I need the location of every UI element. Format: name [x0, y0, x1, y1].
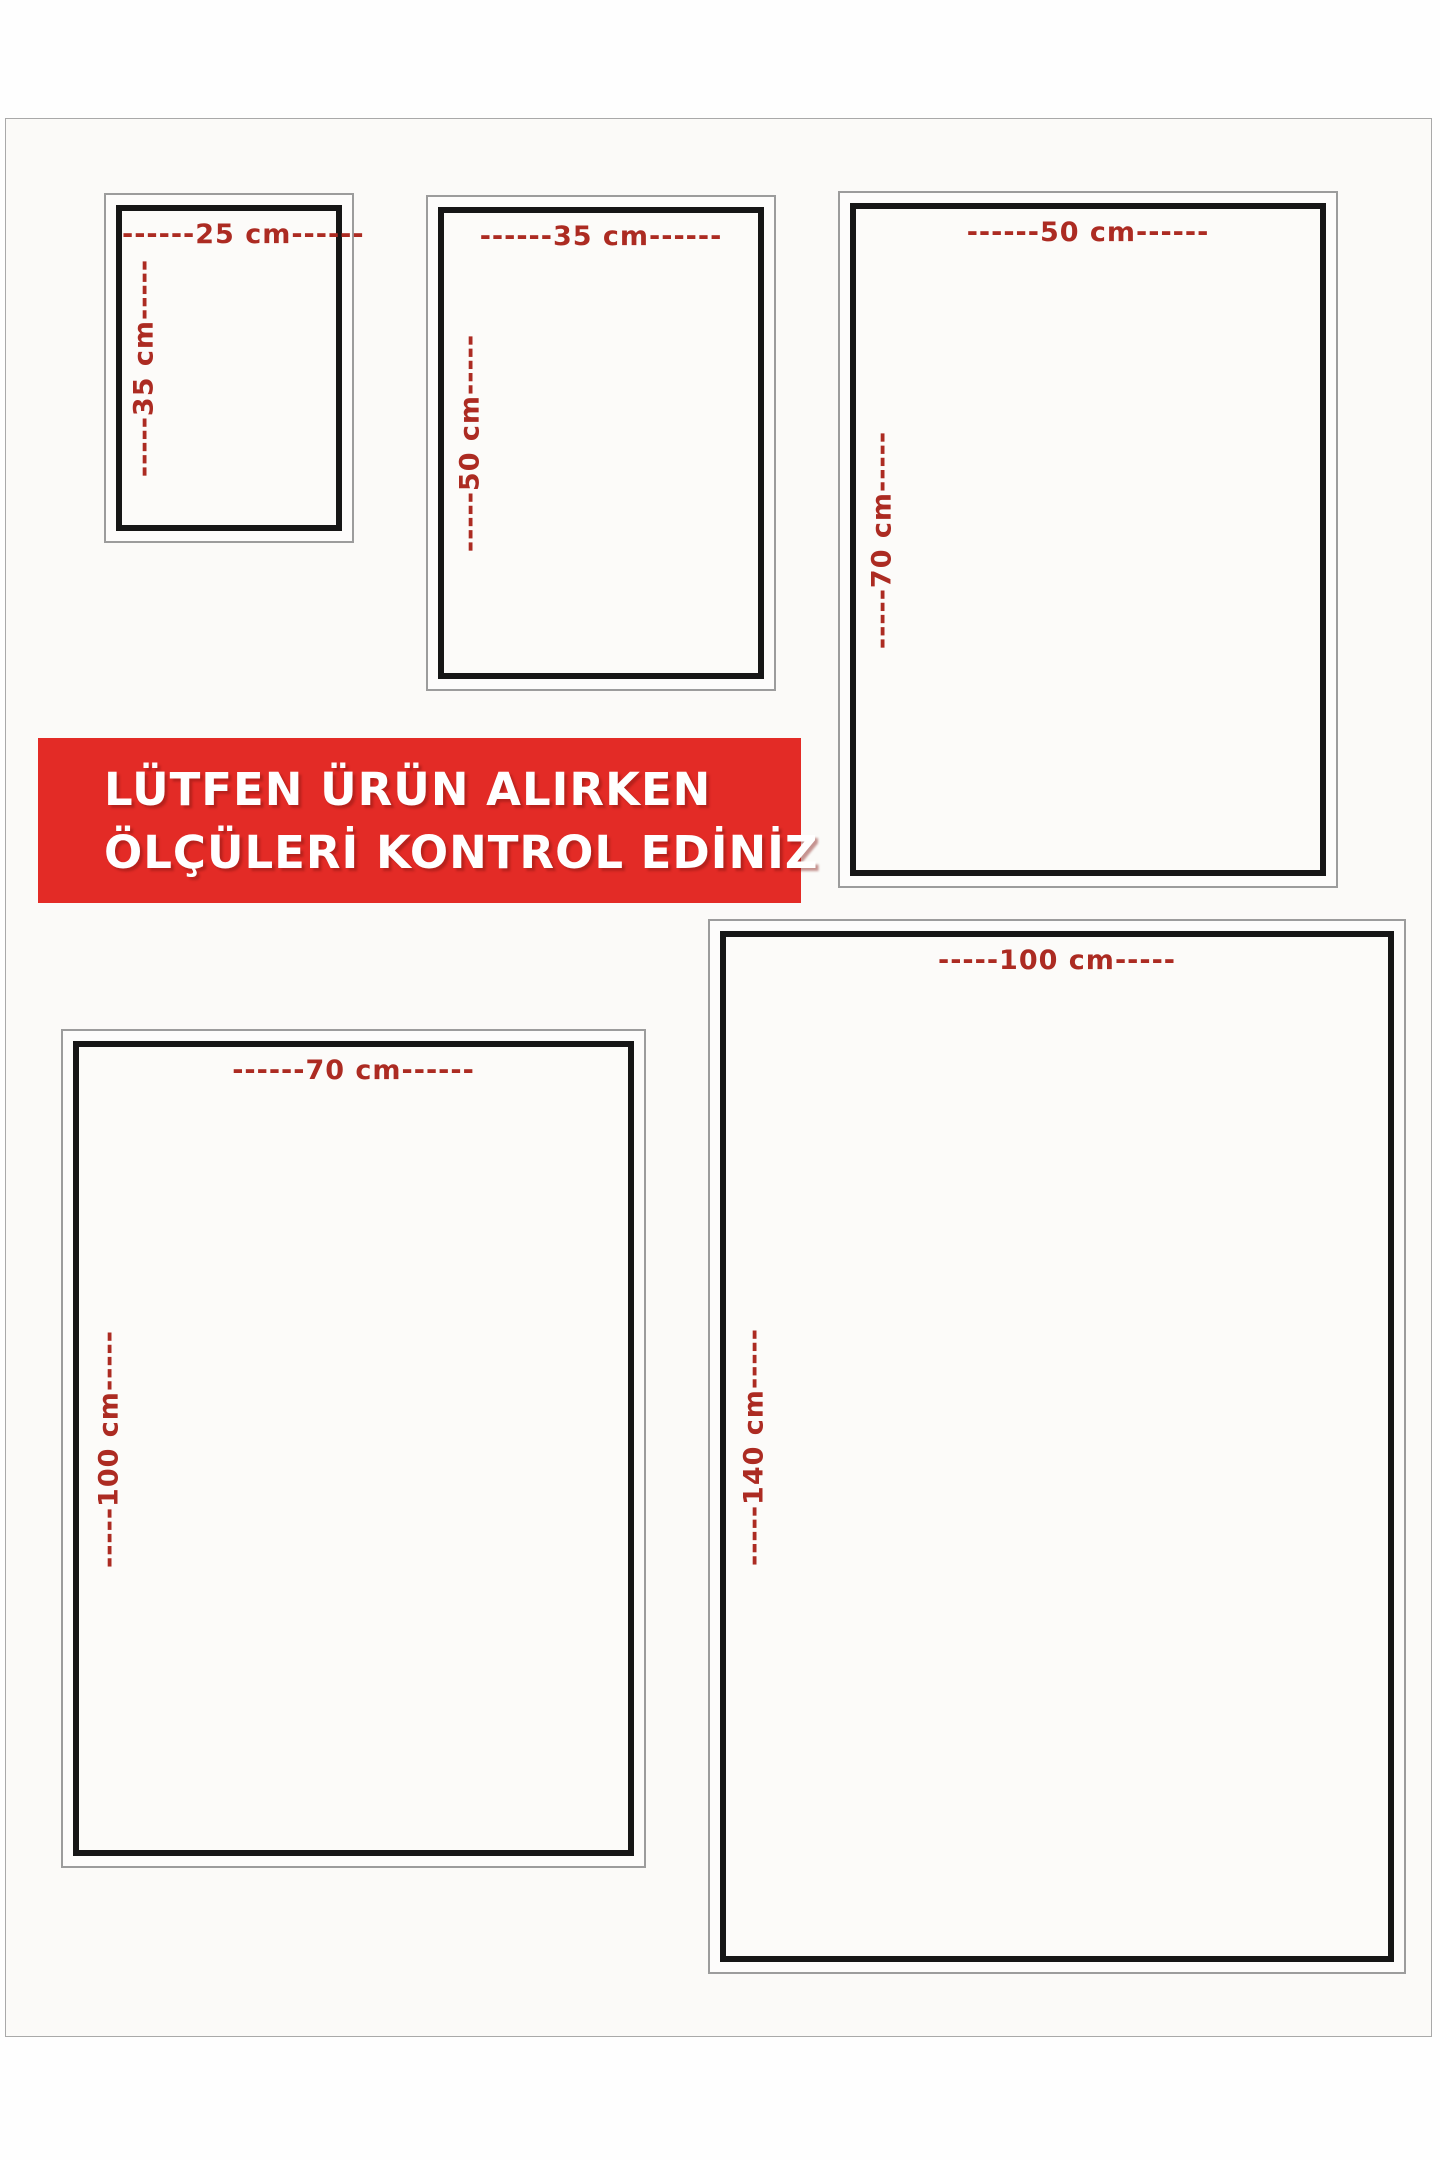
size-frame-70x100: [73, 1041, 634, 1856]
size-frame-35x50: [438, 207, 764, 679]
size-box-25x35: [104, 193, 365, 543]
height-label-70cm: -----70 cm-----: [866, 430, 898, 649]
width-label-35cm: ------35 cm------: [479, 221, 723, 252]
size-box-70x100: [61, 1029, 646, 1868]
size-box-100x140: [708, 919, 1406, 1974]
width-label-50cm: ------50 cm------: [966, 217, 1210, 248]
warning-banner: [38, 738, 819, 903]
height-label-50cm: -----50 cm-----: [454, 333, 486, 553]
size-frame-50x70: [850, 203, 1326, 876]
size-box-50x70: [838, 191, 1338, 888]
size-box-35x50: [426, 195, 776, 691]
warning-banner-line2: ÖLÇÜLERİ KONTROL EDİNİZ: [104, 826, 819, 879]
height-label-100cm: -----100 cm-----: [93, 1329, 125, 1568]
page-sheet: [5, 118, 1432, 2037]
warning-banner-line1: LÜTFEN ÜRÜN ALIRKEN: [104, 763, 712, 816]
width-label-100cm: -----100 cm-----: [938, 945, 1176, 976]
height-label-35cm: -----35 cm-----: [128, 258, 160, 478]
size-frame-25x35: [116, 205, 365, 531]
width-label-70cm: ------70 cm------: [232, 1055, 475, 1086]
width-label-25cm: ------25 cm------: [122, 219, 365, 250]
size-frame-100x140: [720, 931, 1394, 1962]
height-label-140cm: -----140 cm-----: [738, 1327, 770, 1566]
